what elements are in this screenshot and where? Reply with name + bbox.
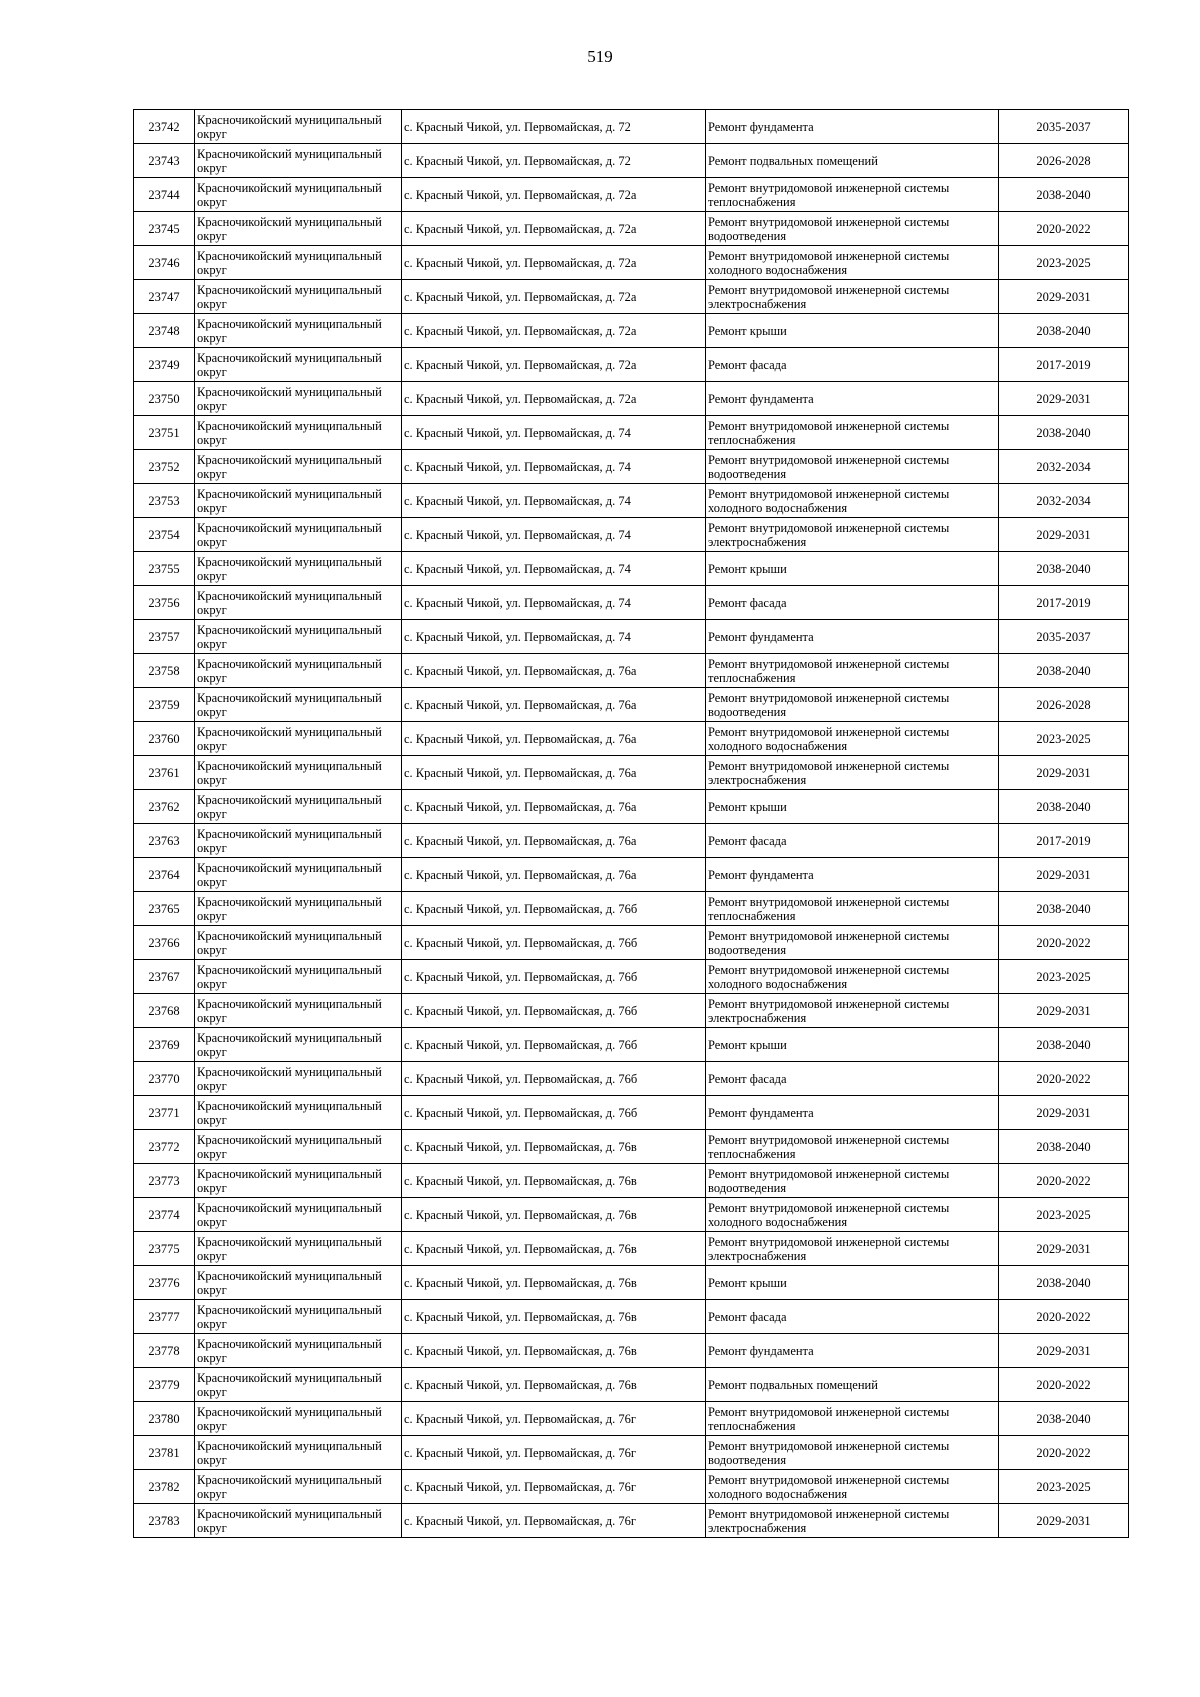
work-type-cell: Ремонт внутридомовой инженерной системы электроснабжения <box>706 994 999 1028</box>
municipality-cell: Красночикойский муниципальный округ <box>195 1402 402 1436</box>
municipality-cell: Красночикойский муниципальный округ <box>195 348 402 382</box>
address-cell: с. Красный Чикой, ул. Первомайская, д. 76а <box>402 756 706 790</box>
table-row <box>134 484 1129 518</box>
work-type-cell: Ремонт фундамента <box>706 1334 999 1368</box>
municipality-cell: Красночикойский муниципальный округ <box>195 1266 402 1300</box>
period-cell: 2029-2031 <box>999 1096 1129 1130</box>
period-cell: 2038-2040 <box>999 892 1129 926</box>
address-cell: с. Красный Чикой, ул. Первомайская, д. 72а <box>402 280 706 314</box>
row-number-cell: 23749 <box>134 348 195 382</box>
address-cell: с. Красный Чикой, ул. Первомайская, д. 74 <box>402 416 706 450</box>
work-type-cell: Ремонт крыши <box>706 1266 999 1300</box>
address-cell: с. Красный Чикой, ул. Первомайская, д. 76в <box>402 1334 706 1368</box>
work-type-cell: Ремонт фасада <box>706 586 999 620</box>
address-cell: с. Красный Чикой, ул. Первомайская, д. 76г <box>402 1402 706 1436</box>
table-row <box>134 1368 1129 1402</box>
table-row <box>134 824 1129 858</box>
table-row <box>134 586 1129 620</box>
row-number-cell: 23748 <box>134 314 195 348</box>
work-type-cell: Ремонт внутридомовой инженерной системы холодного водоснабжения <box>706 722 999 756</box>
address-cell: с. Красный Чикой, ул. Первомайская, д. 72а <box>402 314 706 348</box>
period-cell: 2020-2022 <box>999 1300 1129 1334</box>
period-cell: 2017-2019 <box>999 586 1129 620</box>
period-cell: 2023-2025 <box>999 1470 1129 1504</box>
work-type-cell: Ремонт фундамента <box>706 620 999 654</box>
municipality-cell: Красночикойский муниципальный округ <box>195 960 402 994</box>
table-row <box>134 688 1129 722</box>
period-cell: 2023-2025 <box>999 960 1129 994</box>
table-row <box>134 416 1129 450</box>
address-cell: с. Красный Чикой, ул. Первомайская, д. 76г <box>402 1436 706 1470</box>
period-cell: 2017-2019 <box>999 348 1129 382</box>
row-number-cell: 23771 <box>134 1096 195 1130</box>
table-row <box>134 1334 1129 1368</box>
row-number-cell: 23744 <box>134 178 195 212</box>
address-cell: с. Красный Чикой, ул. Первомайская, д. 76в <box>402 1198 706 1232</box>
address-cell: с. Красный Чикой, ул. Первомайская, д. 76а <box>402 790 706 824</box>
work-type-cell: Ремонт внутридомовой инженерной системы холодного водоснабжения <box>706 960 999 994</box>
address-cell: с. Красный Чикой, ул. Первомайская, д. 76б <box>402 994 706 1028</box>
municipality-cell: Красночикойский муниципальный округ <box>195 1232 402 1266</box>
row-number-cell: 23760 <box>134 722 195 756</box>
work-type-cell: Ремонт внутридомовой инженерной системы теплоснабжения <box>706 178 999 212</box>
row-number-cell: 23750 <box>134 382 195 416</box>
period-cell: 2023-2025 <box>999 246 1129 280</box>
period-cell: 2038-2040 <box>999 178 1129 212</box>
period-cell: 2038-2040 <box>999 1402 1129 1436</box>
period-cell: 2017-2019 <box>999 824 1129 858</box>
address-cell: с. Красный Чикой, ул. Первомайская, д. 76г <box>402 1504 706 1538</box>
municipality-cell: Красночикойский муниципальный округ <box>195 892 402 926</box>
work-type-cell: Ремонт фундамента <box>706 1096 999 1130</box>
row-number-cell: 23773 <box>134 1164 195 1198</box>
table-row <box>134 1198 1129 1232</box>
row-number-cell: 23761 <box>134 756 195 790</box>
period-cell: 2038-2040 <box>999 1130 1129 1164</box>
municipality-cell: Красночикойский муниципальный округ <box>195 688 402 722</box>
work-type-cell: Ремонт внутридомовой инженерной системы водоотведения <box>706 450 999 484</box>
row-number-cell: 23783 <box>134 1504 195 1538</box>
work-type-cell: Ремонт внутридомовой инженерной системы электроснабжения <box>706 1504 999 1538</box>
row-number-cell: 23754 <box>134 518 195 552</box>
period-cell: 2029-2031 <box>999 382 1129 416</box>
period-cell: 2035-2037 <box>999 620 1129 654</box>
table-row <box>134 858 1129 892</box>
address-cell: с. Красный Чикой, ул. Первомайская, д. 76б <box>402 1028 706 1062</box>
municipality-cell: Красночикойский муниципальный округ <box>195 1436 402 1470</box>
municipality-cell: Красночикойский муниципальный округ <box>195 1504 402 1538</box>
work-type-cell: Ремонт крыши <box>706 314 999 348</box>
municipality-cell: Красночикойский муниципальный округ <box>195 1028 402 1062</box>
address-cell: с. Красный Чикой, ул. Первомайская, д. 76в <box>402 1130 706 1164</box>
municipality-cell: Красночикойский муниципальный округ <box>195 1096 402 1130</box>
period-cell: 2026-2028 <box>999 688 1129 722</box>
table-row <box>134 1028 1129 1062</box>
address-cell: с. Красный Чикой, ул. Первомайская, д. 76в <box>402 1300 706 1334</box>
address-cell: с. Красный Чикой, ул. Первомайская, д. 76б <box>402 1062 706 1096</box>
municipality-cell: Красночикойский муниципальный округ <box>195 110 402 144</box>
address-cell: с. Красный Чикой, ул. Первомайская, д. 74 <box>402 552 706 586</box>
work-type-cell: Ремонт внутридомовой инженерной системы водоотведения <box>706 926 999 960</box>
address-cell: с. Красный Чикой, ул. Первомайская, д. 76а <box>402 688 706 722</box>
municipality-cell: Красночикойский муниципальный округ <box>195 824 402 858</box>
address-cell: с. Красный Чикой, ул. Первомайская, д. 72а <box>402 348 706 382</box>
row-number-cell: 23767 <box>134 960 195 994</box>
period-cell: 2029-2031 <box>999 1504 1129 1538</box>
table-row <box>134 348 1129 382</box>
municipality-cell: Красночикойский муниципальный округ <box>195 246 402 280</box>
table-row <box>134 1266 1129 1300</box>
row-number-cell: 23753 <box>134 484 195 518</box>
address-cell: с. Красный Чикой, ул. Первомайская, д. 72а <box>402 382 706 416</box>
municipality-cell: Красночикойский муниципальный округ <box>195 382 402 416</box>
table-row <box>134 178 1129 212</box>
period-cell: 2035-2037 <box>999 110 1129 144</box>
table-row <box>134 892 1129 926</box>
period-cell: 2020-2022 <box>999 1164 1129 1198</box>
municipality-cell: Красночикойский муниципальный округ <box>195 314 402 348</box>
period-cell: 2038-2040 <box>999 314 1129 348</box>
table-row <box>134 1402 1129 1436</box>
municipality-cell: Красночикойский муниципальный округ <box>195 620 402 654</box>
table-row <box>134 960 1129 994</box>
row-number-cell: 23759 <box>134 688 195 722</box>
table-row <box>134 1436 1129 1470</box>
page-number: 519 <box>587 47 613 66</box>
period-cell: 2020-2022 <box>999 1436 1129 1470</box>
row-number-cell: 23752 <box>134 450 195 484</box>
work-type-cell: Ремонт внутридомовой инженерной системы водоотведения <box>706 212 999 246</box>
municipality-cell: Красночикойский муниципальный округ <box>195 484 402 518</box>
work-type-cell: Ремонт внутридомовой инженерной системы теплоснабжения <box>706 1130 999 1164</box>
work-type-cell: Ремонт фасада <box>706 824 999 858</box>
row-number-cell: 23763 <box>134 824 195 858</box>
table-row <box>134 518 1129 552</box>
period-cell: 2038-2040 <box>999 552 1129 586</box>
municipality-cell: Красночикойский муниципальный округ <box>195 1470 402 1504</box>
work-type-cell: Ремонт внутридомовой инженерной системы теплоснабжения <box>706 416 999 450</box>
work-type-cell: Ремонт фасада <box>706 1300 999 1334</box>
repair-schedule-table <box>133 109 1129 1538</box>
table-row <box>134 994 1129 1028</box>
work-type-cell: Ремонт внутридомовой инженерной системы водоотведения <box>706 1164 999 1198</box>
work-type-cell: Ремонт внутридомовой инженерной системы электроснабжения <box>706 280 999 314</box>
address-cell: с. Красный Чикой, ул. Первомайская, д. 76в <box>402 1164 706 1198</box>
address-cell: с. Красный Чикой, ул. Первомайская, д. 74 <box>402 450 706 484</box>
table-row <box>134 1470 1129 1504</box>
municipality-cell: Красночикойский муниципальный округ <box>195 756 402 790</box>
work-type-cell: Ремонт внутридомовой инженерной системы водоотведения <box>706 688 999 722</box>
period-cell: 2032-2034 <box>999 484 1129 518</box>
address-cell: с. Красный Чикой, ул. Первомайская, д. 72а <box>402 178 706 212</box>
table-row <box>134 450 1129 484</box>
municipality-cell: Красночикойский муниципальный округ <box>195 926 402 960</box>
table-row <box>134 314 1129 348</box>
work-type-cell: Ремонт фундамента <box>706 858 999 892</box>
address-cell: с. Красный Чикой, ул. Первомайская, д. 76в <box>402 1232 706 1266</box>
work-type-cell: Ремонт внутридомовой инженерной системы холодного водоснабжения <box>706 246 999 280</box>
address-cell: с. Красный Чикой, ул. Первомайская, д. 76а <box>402 824 706 858</box>
table-row <box>134 280 1129 314</box>
row-number-cell: 23774 <box>134 1198 195 1232</box>
address-cell: с. Красный Чикой, ул. Первомайская, д. 76б <box>402 926 706 960</box>
municipality-cell: Красночикойский муниципальный округ <box>195 178 402 212</box>
work-type-cell: Ремонт внутридомовой инженерной системы электроснабжения <box>706 756 999 790</box>
work-type-cell: Ремонт внутридомовой инженерной системы электроснабжения <box>706 1232 999 1266</box>
row-number-cell: 23781 <box>134 1436 195 1470</box>
period-cell: 2038-2040 <box>999 416 1129 450</box>
municipality-cell: Красночикойский муниципальный округ <box>195 280 402 314</box>
address-cell: с. Красный Чикой, ул. Первомайская, д. 74 <box>402 620 706 654</box>
work-type-cell: Ремонт внутридомовой инженерной системы теплоснабжения <box>706 1402 999 1436</box>
row-number-cell: 23769 <box>134 1028 195 1062</box>
row-number-cell: 23762 <box>134 790 195 824</box>
work-type-cell: Ремонт внутридомовой инженерной системы холодного водоснабжения <box>706 484 999 518</box>
row-number-cell: 23768 <box>134 994 195 1028</box>
row-number-cell: 23755 <box>134 552 195 586</box>
period-cell: 2029-2031 <box>999 994 1129 1028</box>
address-cell: с. Красный Чикой, ул. Первомайская, д. 76а <box>402 858 706 892</box>
address-cell: с. Красный Чикой, ул. Первомайская, д. 76г <box>402 1470 706 1504</box>
address-cell: с. Красный Чикой, ул. Первомайская, д. 72а <box>402 246 706 280</box>
municipality-cell: Красночикойский муниципальный округ <box>195 790 402 824</box>
table-row <box>134 1096 1129 1130</box>
row-number-cell: 23776 <box>134 1266 195 1300</box>
row-number-cell: 23777 <box>134 1300 195 1334</box>
address-cell: с. Красный Чикой, ул. Первомайская, д. 76а <box>402 654 706 688</box>
row-number-cell: 23775 <box>134 1232 195 1266</box>
table-row <box>134 382 1129 416</box>
row-number-cell: 23782 <box>134 1470 195 1504</box>
row-number-cell: 23779 <box>134 1368 195 1402</box>
municipality-cell: Красночикойский муниципальный округ <box>195 1334 402 1368</box>
municipality-cell: Красночикойский муниципальный округ <box>195 994 402 1028</box>
work-type-cell: Ремонт внутридомовой инженерной системы электроснабжения <box>706 518 999 552</box>
period-cell: 2029-2031 <box>999 858 1129 892</box>
row-number-cell: 23745 <box>134 212 195 246</box>
row-number-cell: 23770 <box>134 1062 195 1096</box>
period-cell: 2038-2040 <box>999 790 1129 824</box>
period-cell: 2020-2022 <box>999 1062 1129 1096</box>
row-number-cell: 23756 <box>134 586 195 620</box>
work-type-cell: Ремонт крыши <box>706 552 999 586</box>
table-row <box>134 722 1129 756</box>
period-cell: 2032-2034 <box>999 450 1129 484</box>
row-number-cell: 23746 <box>134 246 195 280</box>
period-cell: 2029-2031 <box>999 1232 1129 1266</box>
address-cell: с. Красный Чикой, ул. Первомайская, д. 72 <box>402 144 706 178</box>
address-cell: с. Красный Чикой, ул. Первомайская, д. 76б <box>402 1096 706 1130</box>
table-row <box>134 1130 1129 1164</box>
table-row <box>134 620 1129 654</box>
work-type-cell: Ремонт фундамента <box>706 110 999 144</box>
period-cell: 2020-2022 <box>999 1368 1129 1402</box>
municipality-cell: Красночикойский муниципальный округ <box>195 450 402 484</box>
row-number-cell: 23758 <box>134 654 195 688</box>
address-cell: с. Красный Чикой, ул. Первомайская, д. 76б <box>402 892 706 926</box>
period-cell: 2029-2031 <box>999 1334 1129 1368</box>
address-cell: с. Красный Чикой, ул. Первомайская, д. 76в <box>402 1368 706 1402</box>
period-cell: 2038-2040 <box>999 1266 1129 1300</box>
address-cell: с. Красный Чикой, ул. Первомайская, д. 76а <box>402 722 706 756</box>
municipality-cell: Красночикойский муниципальный округ <box>195 1130 402 1164</box>
municipality-cell: Красночикойский муниципальный округ <box>195 518 402 552</box>
municipality-cell: Красночикойский муниципальный округ <box>195 144 402 178</box>
municipality-cell: Красночикойский муниципальный округ <box>195 654 402 688</box>
work-type-cell: Ремонт внутридомовой инженерной системы холодного водоснабжения <box>706 1470 999 1504</box>
work-type-cell: Ремонт внутридомовой инженерной системы теплоснабжения <box>706 892 999 926</box>
work-type-cell: Ремонт фасада <box>706 348 999 382</box>
municipality-cell: Красночикойский муниципальный округ <box>195 212 402 246</box>
municipality-cell: Красночикойский муниципальный округ <box>195 1062 402 1096</box>
row-number-cell: 23764 <box>134 858 195 892</box>
municipality-cell: Красночикойский муниципальный округ <box>195 722 402 756</box>
address-cell: с. Красный Чикой, ул. Первомайская, д. 74 <box>402 586 706 620</box>
period-cell: 2023-2025 <box>999 1198 1129 1232</box>
table-row <box>134 1504 1129 1538</box>
table-row <box>134 790 1129 824</box>
table-row <box>134 212 1129 246</box>
period-cell: 2026-2028 <box>999 144 1129 178</box>
period-cell: 2020-2022 <box>999 926 1129 960</box>
table-row <box>134 1300 1129 1334</box>
work-type-cell: Ремонт подвальных помещений <box>706 1368 999 1402</box>
address-cell: с. Красный Чикой, ул. Первомайская, д. 74 <box>402 518 706 552</box>
work-type-cell: Ремонт крыши <box>706 790 999 824</box>
period-cell: 2029-2031 <box>999 280 1129 314</box>
table-row <box>134 654 1129 688</box>
address-cell: с. Красный Чикой, ул. Первомайская, д. 76в <box>402 1266 706 1300</box>
municipality-cell: Красночикойский муниципальный округ <box>195 1198 402 1232</box>
row-number-cell: 23743 <box>134 144 195 178</box>
work-type-cell: Ремонт фасада <box>706 1062 999 1096</box>
municipality-cell: Красночикойский муниципальный округ <box>195 1368 402 1402</box>
municipality-cell: Красночикойский муниципальный округ <box>195 552 402 586</box>
work-type-cell: Ремонт крыши <box>706 1028 999 1062</box>
row-number-cell: 23765 <box>134 892 195 926</box>
row-number-cell: 23742 <box>134 110 195 144</box>
table-row <box>134 110 1129 144</box>
address-cell: с. Красный Чикой, ул. Первомайская, д. 72 <box>402 110 706 144</box>
municipality-cell: Красночикойский муниципальный округ <box>195 1164 402 1198</box>
address-cell: с. Красный Чикой, ул. Первомайская, д. 76б <box>402 960 706 994</box>
work-type-cell: Ремонт подвальных помещений <box>706 144 999 178</box>
municipality-cell: Красночикойский муниципальный округ <box>195 416 402 450</box>
table-row <box>134 1062 1129 1096</box>
period-cell: 2038-2040 <box>999 1028 1129 1062</box>
row-number-cell: 23751 <box>134 416 195 450</box>
row-number-cell: 23778 <box>134 1334 195 1368</box>
work-type-cell: Ремонт внутридомовой инженерной системы водоотведения <box>706 1436 999 1470</box>
table-row <box>134 144 1129 178</box>
table-body <box>134 110 1129 1538</box>
row-number-cell: 23772 <box>134 1130 195 1164</box>
period-cell: 2029-2031 <box>999 518 1129 552</box>
address-cell: с. Красный Чикой, ул. Первомайская, д. 72а <box>402 212 706 246</box>
table-row <box>134 926 1129 960</box>
table-row <box>134 1164 1129 1198</box>
municipality-cell: Красночикойский муниципальный округ <box>195 858 402 892</box>
row-number-cell: 23780 <box>134 1402 195 1436</box>
period-cell: 2029-2031 <box>999 756 1129 790</box>
row-number-cell: 23757 <box>134 620 195 654</box>
work-type-cell: Ремонт фундамента <box>706 382 999 416</box>
period-cell: 2023-2025 <box>999 722 1129 756</box>
table-row <box>134 1232 1129 1266</box>
address-cell: с. Красный Чикой, ул. Первомайская, д. 74 <box>402 484 706 518</box>
municipality-cell: Красночикойский муниципальный округ <box>195 586 402 620</box>
table-row <box>134 552 1129 586</box>
work-type-cell: Ремонт внутридомовой инженерной системы теплоснабжения <box>706 654 999 688</box>
table-row <box>134 246 1129 280</box>
municipality-cell: Красночикойский муниципальный округ <box>195 1300 402 1334</box>
work-type-cell: Ремонт внутридомовой инженерной системы холодного водоснабжения <box>706 1198 999 1232</box>
row-number-cell: 23766 <box>134 926 195 960</box>
row-number-cell: 23747 <box>134 280 195 314</box>
table-row <box>134 756 1129 790</box>
period-cell: 2020-2022 <box>999 212 1129 246</box>
period-cell: 2038-2040 <box>999 654 1129 688</box>
